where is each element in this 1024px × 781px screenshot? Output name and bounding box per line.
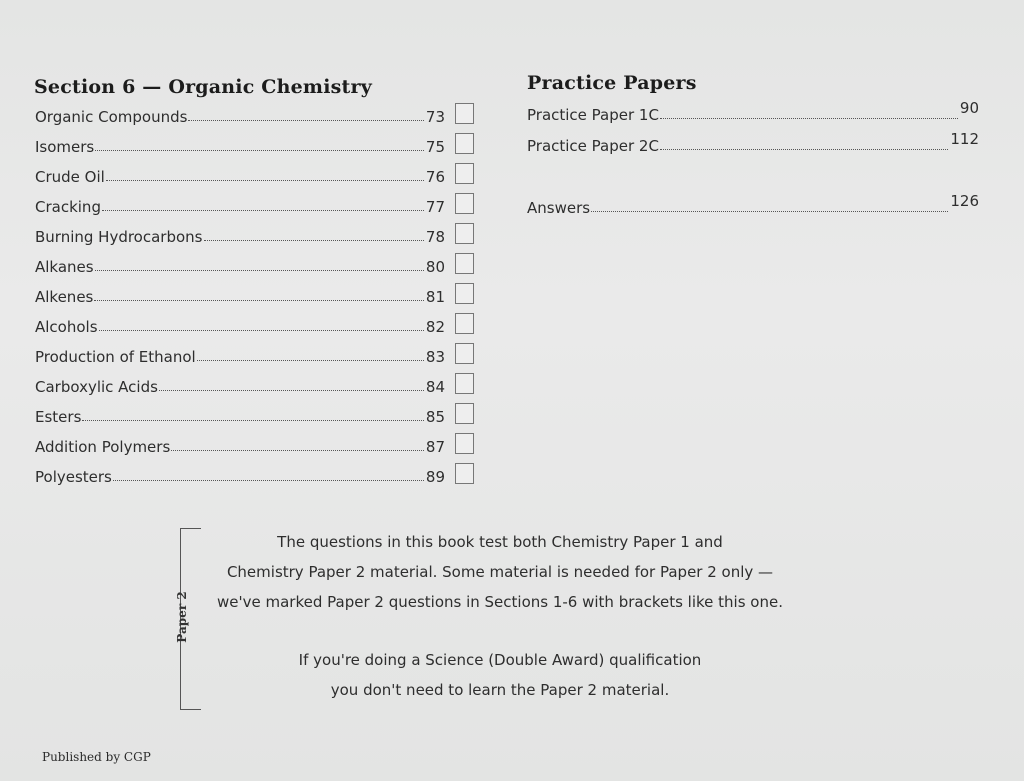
dot-leader — [113, 480, 424, 481]
list-item — [35, 344, 445, 366]
list-item — [35, 224, 445, 246]
note-line: The questions in this book test both Chemistry Paper 1 and — [277, 533, 723, 551]
dot-leader — [171, 450, 424, 451]
dot-leader — [188, 120, 423, 121]
dot-leader — [95, 150, 424, 151]
bracket-top-tick — [181, 528, 201, 529]
progress-checkbox[interactable] — [455, 463, 474, 484]
section-6-list — [35, 100, 445, 500]
toc-title: Carboxylic Acids — [35, 378, 158, 396]
progress-checkbox[interactable] — [455, 433, 474, 454]
toc-page-number: 77 — [425, 198, 445, 216]
toc-page-number: 87 — [425, 438, 445, 456]
list-item — [35, 314, 445, 336]
toc-title: Burning Hydrocarbons — [35, 228, 203, 246]
progress-checkbox[interactable] — [455, 163, 474, 184]
toc-page-number: 73 — [425, 108, 445, 126]
list-item — [35, 104, 445, 126]
toc-title: Cracking — [35, 198, 101, 216]
progress-checkbox[interactable] — [455, 103, 474, 124]
list-item — [35, 464, 445, 486]
dot-leader — [660, 149, 948, 150]
dot-leader — [106, 180, 424, 181]
progress-checkbox[interactable] — [455, 373, 474, 394]
toc-title: Addition Polymers — [35, 438, 171, 456]
practice-papers-heading: Practice Papers — [527, 72, 697, 94]
list-item — [35, 284, 445, 306]
dot-leader — [197, 360, 424, 361]
progress-checkbox[interactable] — [455, 343, 474, 364]
list-item — [35, 194, 445, 216]
dot-leader — [660, 118, 958, 119]
note-line: If you're doing a Science (Double Award) qualification — [298, 651, 702, 669]
practice-papers-list — [527, 97, 979, 217]
dot-leader — [591, 211, 948, 212]
toc-title: Isomers — [35, 138, 95, 156]
progress-checkbox[interactable] — [455, 133, 474, 154]
toc-page-number: 78 — [425, 228, 445, 246]
toc-page-number: 81 — [425, 288, 445, 306]
progress-checkbox[interactable] — [455, 223, 474, 244]
dot-leader — [82, 420, 424, 421]
toc-page-number: 89 — [425, 468, 445, 486]
toc-page-number: 80 — [425, 258, 445, 276]
toc-title: Production of Ethanol — [35, 348, 196, 366]
toc-title: Alcohols — [35, 318, 98, 336]
toc-title: Practice Paper 1C — [527, 106, 659, 124]
toc-title: Practice Paper 2C — [527, 137, 659, 155]
dot-leader — [95, 270, 424, 271]
toc-title: Alkenes — [35, 288, 94, 306]
toc-page-number: 82 — [425, 318, 445, 336]
dot-leader — [94, 300, 424, 301]
dot-leader — [159, 390, 424, 391]
list-item — [35, 164, 445, 186]
progress-checkbox[interactable] — [455, 283, 474, 304]
toc-page-number: 126 — [950, 192, 979, 210]
note-line: you don't need to learn the Paper 2 material. — [330, 681, 670, 699]
toc-title: Answers — [527, 199, 591, 217]
toc-title: Crude Oil — [35, 168, 105, 186]
list-item — [35, 134, 445, 156]
progress-checkbox[interactable] — [455, 253, 474, 274]
list-item — [35, 254, 445, 276]
toc-page-number: 112 — [950, 130, 979, 148]
list-item — [35, 404, 445, 426]
bracket-bottom-tick — [181, 709, 201, 710]
toc-page-number: 84 — [425, 378, 445, 396]
progress-checkbox[interactable] — [455, 313, 474, 334]
progress-checkbox[interactable] — [455, 403, 474, 424]
toc-title: Polyesters — [35, 468, 112, 486]
toc-title: Organic Compounds — [35, 108, 188, 126]
toc-page-number: 76 — [425, 168, 445, 186]
list-item — [527, 192, 979, 217]
section-6-heading: Section 6 — Organic Chemistry — [34, 76, 372, 98]
toc-title: Esters — [35, 408, 82, 426]
dot-leader — [102, 210, 424, 211]
progress-checkbox[interactable] — [455, 193, 474, 214]
list-item — [527, 99, 979, 124]
dot-leader — [204, 240, 424, 241]
toc-page-number: 83 — [425, 348, 445, 366]
toc-page-number: 85 — [425, 408, 445, 426]
dot-leader — [99, 330, 424, 331]
list-item — [35, 434, 445, 456]
note-line: Chemistry Paper 2 material. Some material is needed for Paper 2 only — — [226, 563, 774, 581]
toc-page-number: 75 — [425, 138, 445, 156]
note-line: we've marked Paper 2 questions in Sections 1-6 with brackets like this one. — [217, 593, 783, 611]
paper-2-bracket-label: Paper 2 — [175, 591, 189, 643]
list-item — [35, 374, 445, 396]
toc-title: Alkanes — [35, 258, 94, 276]
publisher-credit: Published by CGP — [42, 750, 151, 764]
toc-page-number: 90 — [959, 99, 979, 117]
list-item — [527, 130, 979, 155]
